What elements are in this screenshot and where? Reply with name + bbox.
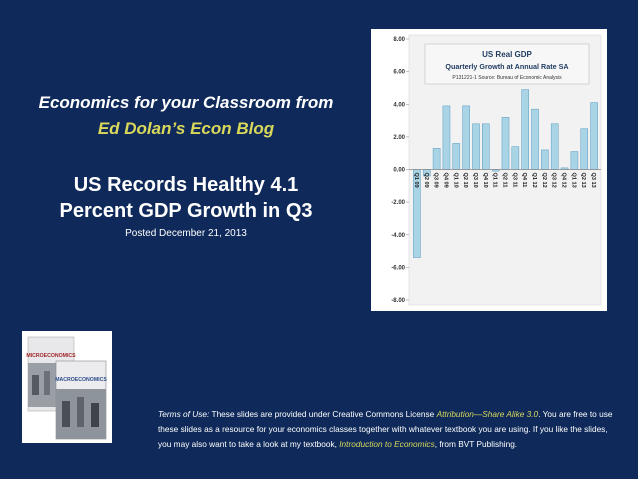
x-tick-label: Q2 12 — [540, 172, 547, 188]
x-tick-label: Q2 10 — [462, 172, 469, 188]
gdp-bar — [482, 124, 489, 170]
gdp-bar — [591, 103, 598, 170]
y-tick-label: 2.00 — [393, 134, 405, 141]
y-tick-label: 4.00 — [393, 102, 405, 109]
slide-title-line2: Percent GDP Growth in Q3 — [59, 200, 313, 222]
y-tick-label: -2.00 — [391, 200, 405, 207]
gdp-bar — [502, 117, 509, 169]
x-tick-label: Q3 12 — [550, 172, 557, 188]
x-tick-label: Q4 09 — [442, 172, 449, 188]
textbook-covers-image — [22, 331, 112, 443]
x-tick-label: Q2 13 — [580, 172, 587, 188]
slide-title — [0, 172, 372, 224]
terms-text-1: These slides are provided under Creative Commons License — [209, 409, 437, 419]
x-tick-label: Q2 09 — [422, 172, 429, 188]
terms-of-use — [158, 407, 618, 452]
gdp-bar — [581, 129, 588, 170]
book2-title: MACROECONOMICS — [55, 377, 107, 383]
y-tick-label: 6.00 — [393, 69, 405, 76]
terms-text-2: . You are free to use these slides as a resource for your economics classes together with whatever textbook you are using. If you like the slides, you may also want to take a look at my textbook, — [158, 409, 613, 449]
x-tick-label: Q4 12 — [560, 172, 567, 188]
y-tick-label: 0.00 — [393, 167, 405, 174]
x-tick-label: Q3 09 — [432, 172, 439, 188]
x-tick-label: Q4 10 — [481, 172, 488, 188]
chart-subtitle: Quarterly Growth at Annual Rate SA — [445, 62, 569, 71]
gdp-bar — [571, 152, 578, 170]
x-tick-label: Q4 11 — [521, 172, 528, 188]
x-tick-label: Q1 11 — [491, 172, 498, 188]
y-tick-label: -4.00 — [391, 232, 405, 239]
y-tick-label: -6.00 — [391, 265, 405, 272]
x-tick-label: Q1 10 — [452, 172, 459, 188]
chart-title: US Real GDP — [482, 50, 532, 59]
gdp-bar — [512, 147, 519, 170]
gdp-bar — [472, 124, 479, 170]
gdp-bar — [522, 90, 529, 170]
license-link[interactable]: Attribution—Share Alike 3.0 — [436, 409, 539, 419]
x-tick-label: Q2 11 — [501, 172, 508, 188]
blog-heading: Economics for your Classroom from — [38, 93, 334, 112]
gdp-bar — [531, 109, 538, 169]
x-tick-label: Q1 12 — [531, 172, 538, 188]
book1-title: MICROECONOMICS — [26, 353, 76, 359]
x-tick-label: Q1 13 — [570, 172, 577, 188]
x-tick-label: Q3 11 — [511, 172, 518, 188]
gdp-chart-svg — [371, 29, 607, 311]
terms-label: Terms of Use: — [158, 409, 210, 419]
gdp-bar — [453, 143, 460, 169]
textbook-link[interactable]: Introduction to Economics — [339, 439, 435, 449]
blog-name: Ed Dolan’s Econ Blog — [97, 119, 275, 138]
gdp-bar — [551, 124, 558, 170]
x-tick-label: Q3 10 — [471, 172, 478, 188]
y-tick-label: -8.00 — [391, 298, 405, 304]
y-tick-label: 8.00 — [393, 37, 405, 43]
gdp-bar — [443, 106, 450, 170]
chart-source: P131221-1 Source: Bureau of Economic Analysis — [452, 75, 562, 81]
terms-text-3: , from BVT Publishing. — [434, 439, 518, 449]
gdp-bar — [463, 106, 470, 170]
x-tick-label: Q1 09 — [412, 172, 419, 188]
x-tick-label: Q3 13 — [590, 172, 597, 188]
y-axis-ticks — [391, 37, 409, 304]
slide-title-line1: US Records Healthy 4.1 — [73, 174, 299, 196]
gdp-chart — [371, 29, 607, 311]
gdp-bar — [433, 148, 440, 169]
gdp-bar — [541, 150, 548, 170]
posted-date: Posted December 21, 2013 — [125, 228, 247, 239]
